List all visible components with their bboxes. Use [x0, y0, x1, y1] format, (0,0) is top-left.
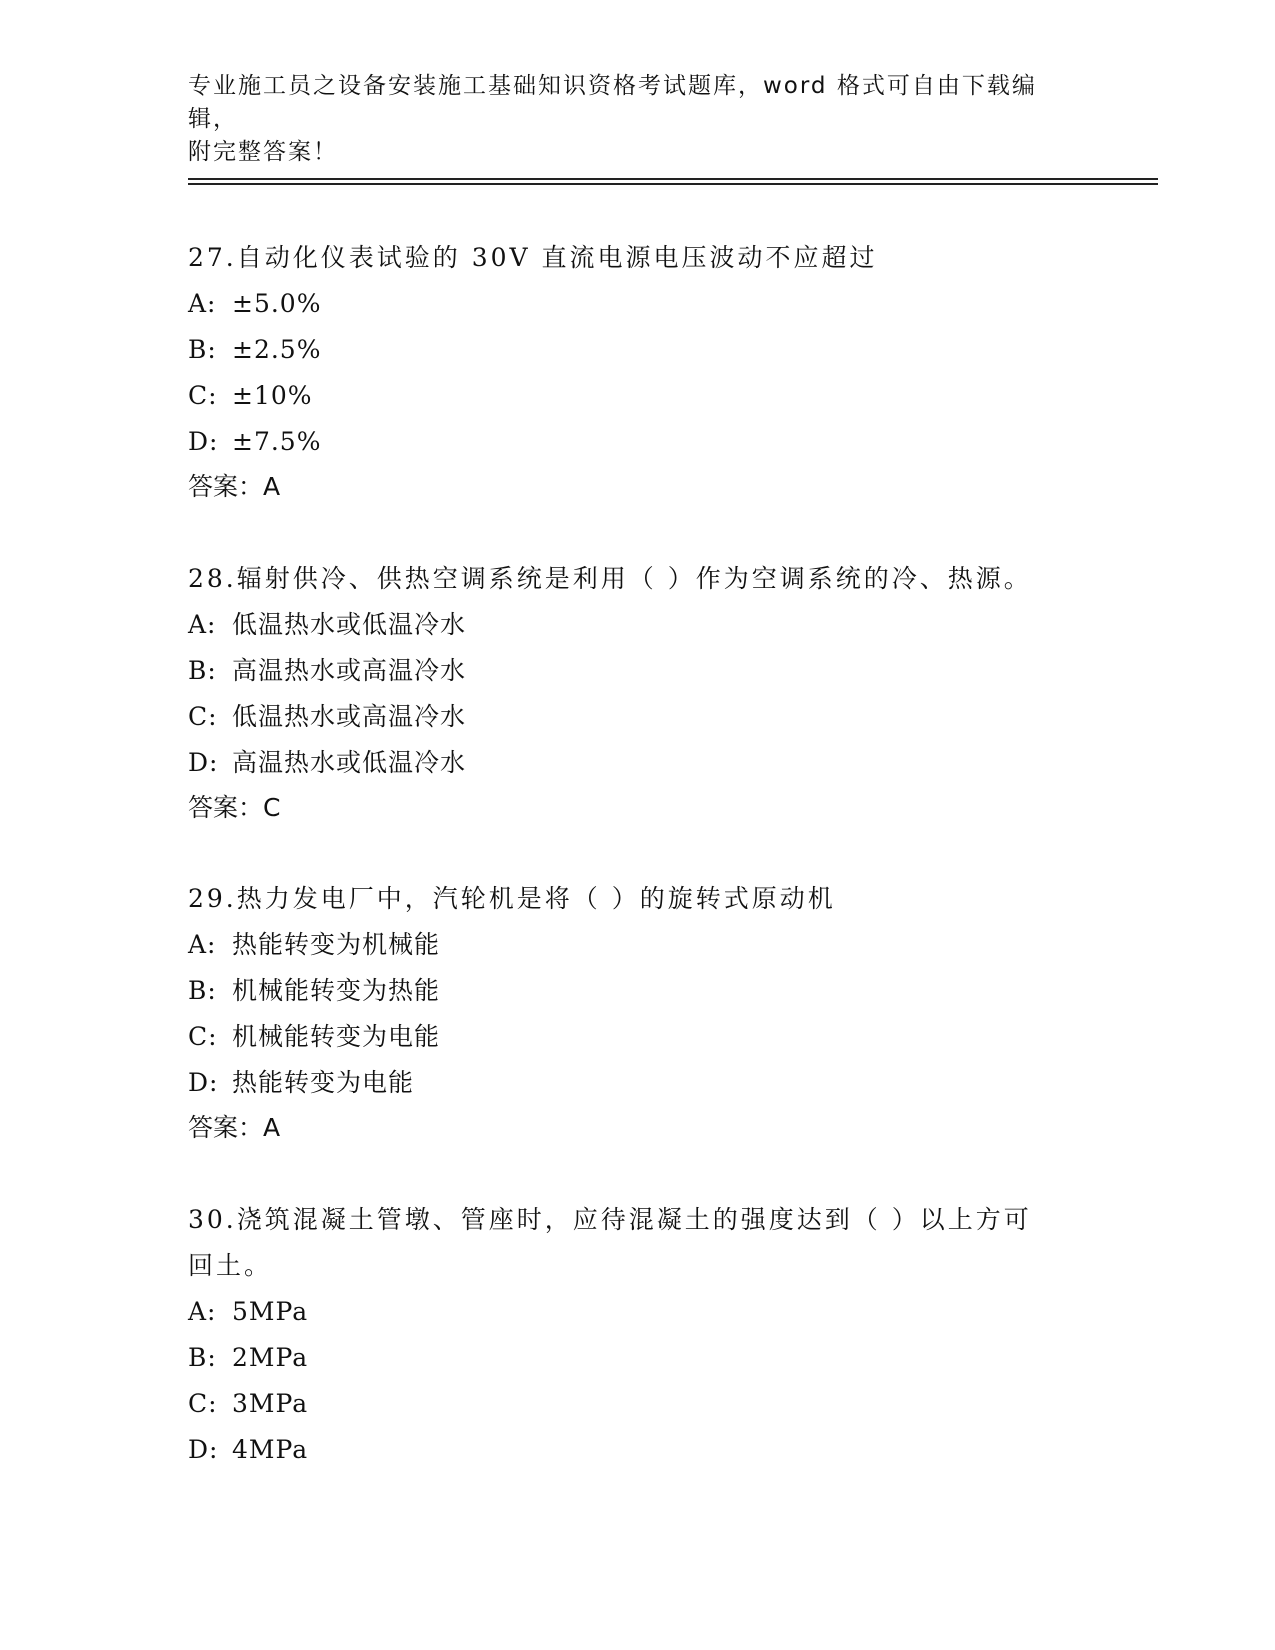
option-key: C: — [188, 1022, 218, 1051]
option-key: B: — [188, 656, 217, 685]
option-c — [188, 1014, 1068, 1060]
answer-label: 答案：A — [188, 472, 281, 501]
question-30 — [188, 1197, 1068, 1473]
option-c — [188, 694, 1068, 740]
question-stem: 30.浇筑混凝土管墩、管座时，应待混凝土的强度达到（ ）以上方可 — [188, 1205, 1032, 1234]
option-text: 高温热水或高温冷水 — [232, 656, 467, 685]
option-text: ±10% — [232, 381, 313, 410]
option-key: C: — [188, 1389, 218, 1418]
question-28 — [188, 556, 1068, 830]
option-text: 机械能转变为热能 — [232, 976, 441, 1005]
question-stem: 27.自动化仪表试验的 30V 直流电源电压波动不应超过 — [188, 243, 878, 272]
option-text: 机械能转变为电能 — [232, 1022, 441, 1051]
option-text: 2MPa — [232, 1343, 309, 1372]
option-text: 热能转变为机械能 — [232, 930, 441, 959]
option-d — [188, 740, 1068, 786]
question-29 — [188, 876, 1068, 1150]
option-d — [188, 1060, 1068, 1106]
option-key: C: — [188, 381, 218, 410]
option-d — [188, 1427, 1068, 1473]
option-key: B: — [188, 1343, 217, 1372]
option-text: 高温热水或低温冷水 — [232, 748, 467, 777]
option-text: ±2.5% — [232, 335, 322, 364]
option-key: A: — [188, 289, 217, 318]
option-key: B: — [188, 976, 217, 1005]
question-27 — [188, 235, 1068, 509]
option-text: ±5.0% — [232, 289, 322, 318]
option-text: 4MPa — [232, 1435, 309, 1464]
option-key: A: — [188, 930, 217, 959]
header-divider-top — [188, 178, 1158, 180]
header-divider-bottom — [188, 183, 1158, 185]
option-a — [188, 922, 1068, 968]
option-key: C: — [188, 702, 218, 731]
option-c — [188, 373, 1068, 419]
option-a — [188, 281, 1068, 327]
option-b — [188, 1335, 1068, 1381]
option-a — [188, 1289, 1068, 1335]
option-d — [188, 419, 1068, 465]
option-b — [188, 968, 1068, 1014]
option-key: A: — [188, 1297, 217, 1326]
option-text: 5MPa — [232, 1297, 309, 1326]
option-c — [188, 1381, 1068, 1427]
question-stem-continued: 回土。 — [188, 1251, 273, 1280]
option-a — [188, 602, 1068, 648]
option-text: 热能转变为电能 — [232, 1068, 415, 1097]
answer-label: 答案：C — [188, 793, 281, 822]
option-key: B: — [188, 335, 217, 364]
option-key: A: — [188, 610, 217, 639]
option-key: D: — [188, 748, 219, 777]
document-header — [188, 70, 1068, 169]
option-b — [188, 648, 1068, 694]
option-text: ±7.5% — [232, 427, 322, 456]
answer-label: 答案：A — [188, 1113, 281, 1142]
header-line-1: 专业施工员之设备安装施工基础知识资格考试题库，word 格式可自由下载编辑， — [188, 73, 1037, 132]
option-key: D: — [188, 1435, 219, 1464]
option-text: 低温热水或高温冷水 — [232, 702, 467, 731]
option-b — [188, 327, 1068, 373]
option-text: 低温热水或低温冷水 — [232, 610, 467, 639]
header-line-2: 附完整答案！ — [188, 139, 338, 165]
question-stem: 29.热力发电厂中，汽轮机是将（ ）的旋转式原动机 — [188, 884, 836, 913]
option-key: D: — [188, 427, 219, 456]
question-stem: 28.辐射供冷、供热空调系统是利用（ ）作为空调系统的冷、热源。 — [188, 564, 1032, 593]
option-key: D: — [188, 1068, 219, 1097]
option-text: 3MPa — [232, 1389, 309, 1418]
